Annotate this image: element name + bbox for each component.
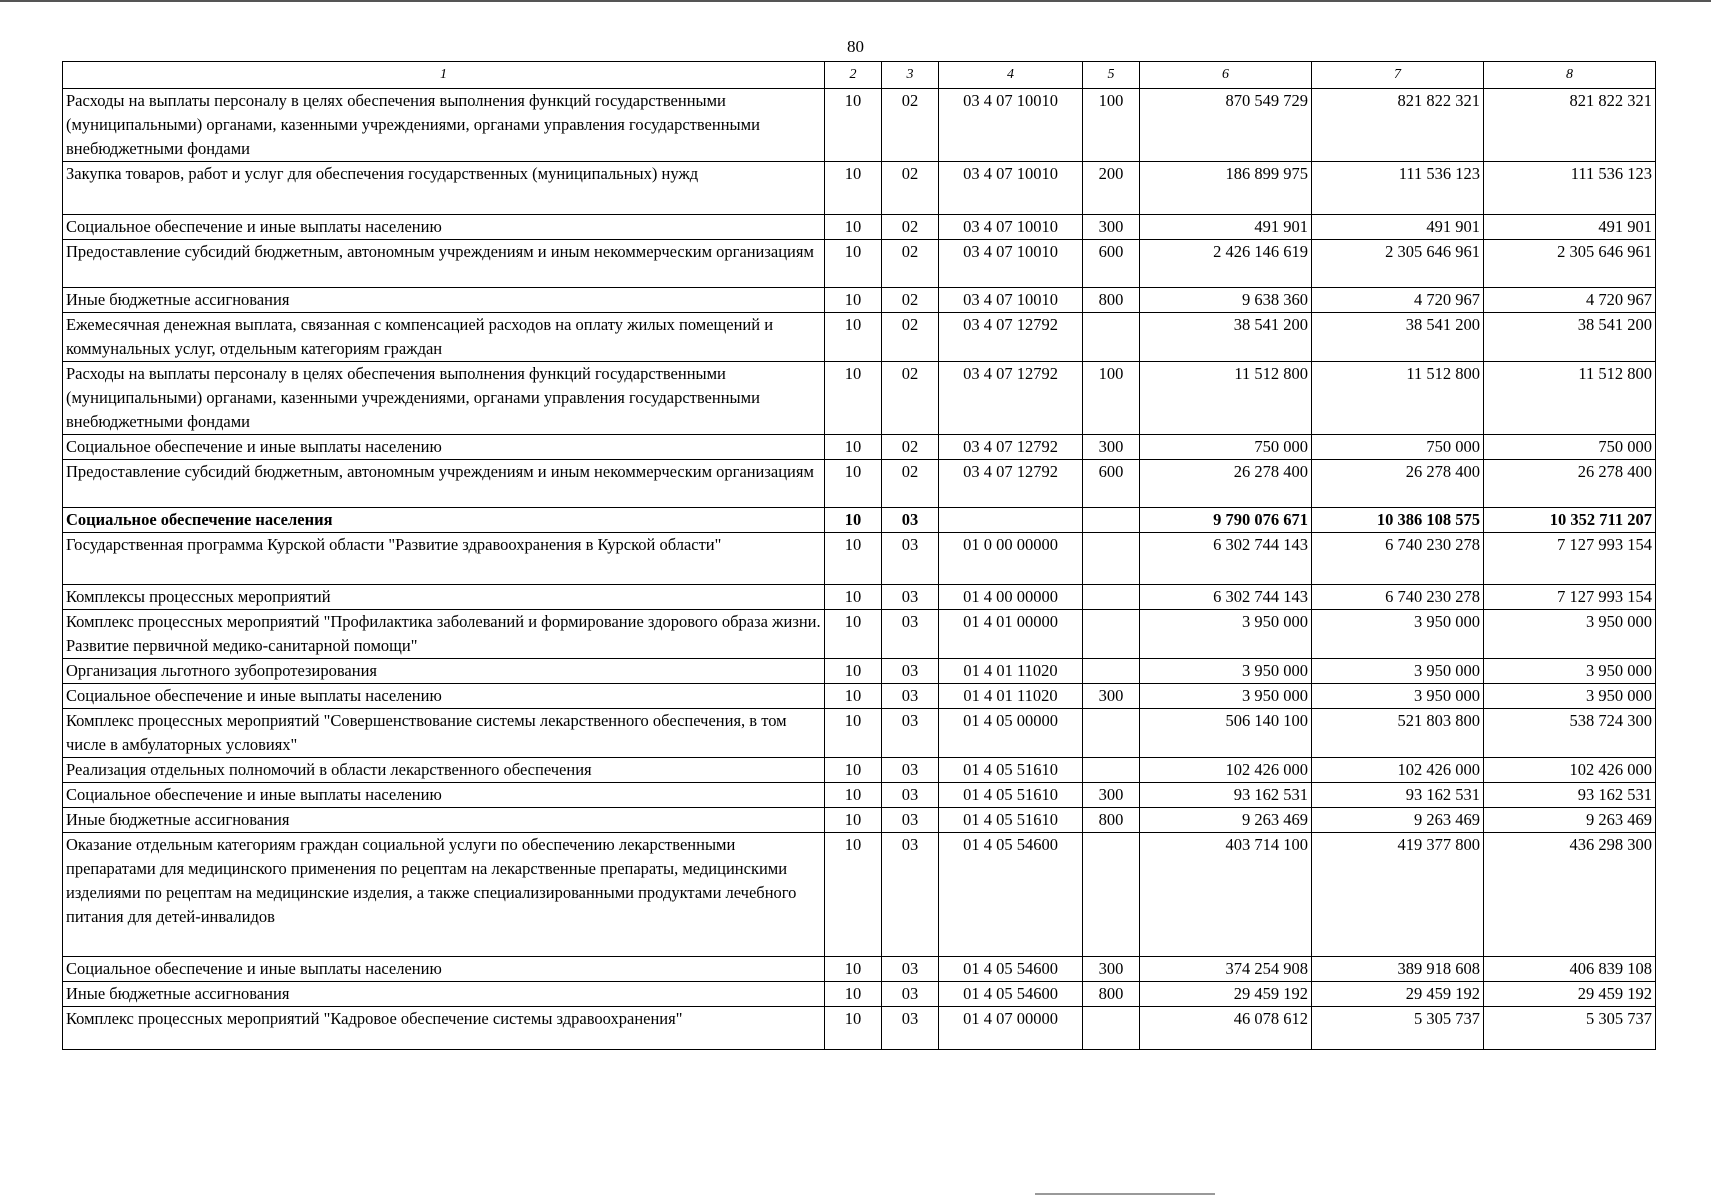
page-number: 80 [847,37,864,56]
amount-year-1: 3 950 000 [1140,659,1312,684]
target-article-code: 03 4 07 10010 [939,162,1083,215]
expense-type-code [1083,659,1140,684]
target-article-code: 01 4 01 00000 [939,610,1083,659]
row-name: Комплекс процессных мероприятий "Совершенствование системы лекарственного обеспечения, в том числе в амбулаторных условиях" [63,709,825,758]
row-name: Иные бюджетные ассигнования [63,288,825,313]
table-row [63,240,1656,288]
amount-year-1: 9 790 076 671 [1140,508,1312,533]
expense-type-code [1083,508,1140,533]
razdel-code: 10 [825,162,882,215]
row-name: Социальное обеспечение населения [63,508,825,533]
table-row [63,808,1656,833]
column-number: 8 [1484,62,1656,89]
amount-year-2: 3 950 000 [1312,684,1484,709]
amount-year-1: 6 302 744 143 [1140,585,1312,610]
amount-year-1: 506 140 100 [1140,709,1312,758]
podrazdel-code: 03 [882,709,939,758]
expense-type-code: 600 [1083,240,1140,288]
razdel-code: 10 [825,957,882,982]
column-number: 4 [939,62,1083,89]
podrazdel-code: 03 [882,833,939,957]
column-number: 7 [1312,62,1484,89]
amount-year-3: 7 127 993 154 [1484,533,1656,585]
row-name: Расходы на выплаты персоналу в целях обеспечения выполнения функций государственными (муниципальными) органами, казенными учреждениями, органами управления государственными внебюджетными фондами [63,89,825,162]
row-name: Социальное обеспечение и иные выплаты населению [63,684,825,709]
row-name: Социальное обеспечение и иные выплаты населению [63,957,825,982]
amount-year-3: 3 950 000 [1484,610,1656,659]
table-row [63,585,1656,610]
podrazdel-code: 03 [882,957,939,982]
expense-type-code: 100 [1083,89,1140,162]
razdel-code: 10 [825,783,882,808]
expense-type-code: 800 [1083,982,1140,1007]
expense-type-code [1083,610,1140,659]
podrazdel-code: 03 [882,783,939,808]
amount-year-3: 102 426 000 [1484,758,1656,783]
podrazdel-code: 03 [882,610,939,659]
column-number: 6 [1140,62,1312,89]
razdel-code: 10 [825,684,882,709]
podrazdel-code: 03 [882,758,939,783]
expense-type-code: 300 [1083,215,1140,240]
amount-year-1: 186 899 975 [1140,162,1312,215]
razdel-code: 10 [825,982,882,1007]
expense-type-code [1083,585,1140,610]
target-article-code: 01 4 05 54600 [939,982,1083,1007]
podrazdel-code: 03 [882,533,939,585]
amount-year-3: 436 298 300 [1484,833,1656,957]
table-row [63,659,1656,684]
amount-year-3: 93 162 531 [1484,783,1656,808]
target-article-code: 03 4 07 10010 [939,215,1083,240]
expense-type-code: 600 [1083,460,1140,508]
razdel-code: 10 [825,288,882,313]
amount-year-1: 102 426 000 [1140,758,1312,783]
amount-year-2: 2 305 646 961 [1312,240,1484,288]
razdel-code: 10 [825,533,882,585]
expense-type-code: 100 [1083,362,1140,435]
table-row [63,460,1656,508]
razdel-code: 10 [825,362,882,435]
amount-year-2: 5 305 737 [1312,1007,1484,1050]
table-row [63,89,1656,162]
scan-bottom-mark [1035,1193,1215,1195]
razdel-code: 10 [825,313,882,362]
podrazdel-code: 03 [882,585,939,610]
amount-year-1: 9 263 469 [1140,808,1312,833]
table-row [63,313,1656,362]
amount-year-3: 11 512 800 [1484,362,1656,435]
amount-year-1: 46 078 612 [1140,1007,1312,1050]
table-row [63,362,1656,435]
amount-year-1: 38 541 200 [1140,313,1312,362]
row-name: Иные бюджетные ассигнования [63,982,825,1007]
podrazdel-code: 02 [882,89,939,162]
amount-year-2: 10 386 108 575 [1312,508,1484,533]
row-name: Оказание отдельным категориям граждан социальной услуги по обеспечению лекарственными препаратами для медицинского применения по рецептам на лекарственные препараты, медицинскими изделиями по рецептам на медицинские изделия, а также специализированными продуктами лечебного питания для детей-инвалидов [63,833,825,957]
razdel-code: 10 [825,585,882,610]
amount-year-1: 11 512 800 [1140,362,1312,435]
expense-type-code [1083,758,1140,783]
table-row [63,1007,1656,1050]
amount-year-2: 750 000 [1312,435,1484,460]
amount-year-1: 2 426 146 619 [1140,240,1312,288]
target-article-code: 01 4 01 11020 [939,659,1083,684]
target-article-code: 01 4 05 00000 [939,709,1083,758]
amount-year-1: 26 278 400 [1140,460,1312,508]
column-number: 3 [882,62,939,89]
razdel-code: 10 [825,610,882,659]
row-name: Закупка товаров, работ и услуг для обеспечения государственных (муниципальных) нужд [63,162,825,215]
amount-year-2: 29 459 192 [1312,982,1484,1007]
row-name: Социальное обеспечение и иные выплаты населению [63,215,825,240]
amount-year-2: 111 536 123 [1312,162,1484,215]
amount-year-3: 7 127 993 154 [1484,585,1656,610]
row-name: Социальное обеспечение и иные выплаты населению [63,435,825,460]
amount-year-1: 3 950 000 [1140,610,1312,659]
table-body [63,89,1656,1050]
amount-year-3: 5 305 737 [1484,1007,1656,1050]
razdel-code: 10 [825,758,882,783]
table-row [63,435,1656,460]
podrazdel-code: 03 [882,659,939,684]
amount-year-3: 491 901 [1484,215,1656,240]
razdel-code: 10 [825,215,882,240]
table-row [63,758,1656,783]
podrazdel-code: 03 [882,508,939,533]
amount-year-3: 10 352 711 207 [1484,508,1656,533]
expense-type-code [1083,833,1140,957]
row-name: Комплексы процессных мероприятий [63,585,825,610]
row-name: Иные бюджетные ассигнования [63,808,825,833]
amount-year-3: 406 839 108 [1484,957,1656,982]
table-row [63,215,1656,240]
amount-year-1: 870 549 729 [1140,89,1312,162]
razdel-code: 10 [825,709,882,758]
podrazdel-code: 02 [882,362,939,435]
amount-year-3: 4 720 967 [1484,288,1656,313]
amount-year-3: 38 541 200 [1484,313,1656,362]
budget-table [62,61,1656,1050]
amount-year-2: 389 918 608 [1312,957,1484,982]
expense-type-code [1083,1007,1140,1050]
amount-year-1: 6 302 744 143 [1140,533,1312,585]
amount-year-3: 3 950 000 [1484,659,1656,684]
target-article-code: 01 4 07 00000 [939,1007,1083,1050]
scan-top-edge [0,0,1711,2]
expense-type-code [1083,533,1140,585]
razdel-code: 10 [825,1007,882,1050]
razdel-code: 10 [825,89,882,162]
amount-year-2: 93 162 531 [1312,783,1484,808]
amount-year-2: 9 263 469 [1312,808,1484,833]
row-name: Ежемесячная денежная выплата, связанная с компенсацией расходов на оплату жилых помещений и коммунальных услуг, отдельным категориям граждан [63,313,825,362]
amount-year-1: 491 901 [1140,215,1312,240]
target-article-code: 01 0 00 00000 [939,533,1083,585]
table-row [63,508,1656,533]
expense-type-code [1083,709,1140,758]
row-name: Организация льготного зубопротезирования [63,659,825,684]
amount-year-2: 102 426 000 [1312,758,1484,783]
amount-year-3: 2 305 646 961 [1484,240,1656,288]
amount-year-2: 491 901 [1312,215,1484,240]
expense-type-code [1083,313,1140,362]
podrazdel-code: 03 [882,684,939,709]
amount-year-3: 111 536 123 [1484,162,1656,215]
table-row [63,162,1656,215]
amount-year-2: 419 377 800 [1312,833,1484,957]
table-row [63,957,1656,982]
razdel-code: 10 [825,808,882,833]
amount-year-3: 26 278 400 [1484,460,1656,508]
target-article-code: 03 4 07 10010 [939,89,1083,162]
amount-year-1: 750 000 [1140,435,1312,460]
table-row [63,833,1656,957]
expense-type-code: 300 [1083,435,1140,460]
row-name: Реализация отдельных полномочий в области лекарственного обеспечения [63,758,825,783]
target-article-code: 03 4 07 12792 [939,460,1083,508]
table-row [63,610,1656,659]
amount-year-2: 6 740 230 278 [1312,533,1484,585]
amount-year-2: 4 720 967 [1312,288,1484,313]
amount-year-2: 821 822 321 [1312,89,1484,162]
amount-year-2: 3 950 000 [1312,659,1484,684]
podrazdel-code: 02 [882,288,939,313]
razdel-code: 10 [825,833,882,957]
amount-year-2: 521 803 800 [1312,709,1484,758]
table-row [63,684,1656,709]
row-name: Комплекс процессных мероприятий "Профилактика заболеваний и формирование здорового образа жизни. Развитие первичной медико-санитарной помощи" [63,610,825,659]
target-article-code: 01 4 05 54600 [939,833,1083,957]
razdel-code: 10 [825,460,882,508]
expense-type-code: 800 [1083,288,1140,313]
amount-year-3: 538 724 300 [1484,709,1656,758]
amount-year-2: 38 541 200 [1312,313,1484,362]
target-article-code: 01 4 01 11020 [939,684,1083,709]
amount-year-1: 93 162 531 [1140,783,1312,808]
razdel-code: 10 [825,240,882,288]
table-row [63,288,1656,313]
amount-year-3: 9 263 469 [1484,808,1656,833]
amount-year-1: 3 950 000 [1140,684,1312,709]
podrazdel-code: 02 [882,435,939,460]
podrazdel-code: 02 [882,240,939,288]
target-article-code: 03 4 07 10010 [939,288,1083,313]
row-name: Комплекс процессных мероприятий "Кадровое обеспечение системы здравоохранения" [63,1007,825,1050]
target-article-code: 03 4 07 10010 [939,240,1083,288]
column-number-row [63,62,1656,89]
amount-year-2: 11 512 800 [1312,362,1484,435]
target-article-code [939,508,1083,533]
row-name: Предоставление субсидий бюджетным, автономным учреждениям и иным некоммерческим организациям [63,460,825,508]
target-article-code: 01 4 05 51610 [939,783,1083,808]
podrazdel-code: 03 [882,1007,939,1050]
amount-year-1: 9 638 360 [1140,288,1312,313]
column-number: 1 [63,62,825,89]
razdel-code: 10 [825,659,882,684]
expense-type-code: 200 [1083,162,1140,215]
column-number: 2 [825,62,882,89]
podrazdel-code: 02 [882,215,939,240]
amount-year-2: 6 740 230 278 [1312,585,1484,610]
table-row [63,709,1656,758]
amount-year-1: 29 459 192 [1140,982,1312,1007]
target-article-code: 01 4 00 00000 [939,585,1083,610]
target-article-code: 01 4 05 51610 [939,808,1083,833]
target-article-code: 01 4 05 51610 [939,758,1083,783]
expense-type-code: 800 [1083,808,1140,833]
expense-type-code: 300 [1083,783,1140,808]
amount-year-3: 821 822 321 [1484,89,1656,162]
amount-year-3: 3 950 000 [1484,684,1656,709]
target-article-code: 03 4 07 12792 [939,313,1083,362]
amount-year-3: 750 000 [1484,435,1656,460]
row-name: Предоставление субсидий бюджетным, автономным учреждениям и иным некоммерческим организациям [63,240,825,288]
podrazdel-code: 02 [882,313,939,362]
target-article-code: 03 4 07 12792 [939,435,1083,460]
table-row [63,533,1656,585]
razdel-code: 10 [825,435,882,460]
expense-type-code: 300 [1083,684,1140,709]
amount-year-1: 403 714 100 [1140,833,1312,957]
amount-year-3: 29 459 192 [1484,982,1656,1007]
row-name: Расходы на выплаты персоналу в целях обеспечения выполнения функций государственными (муниципальными) органами, казенными учреждениями, органами управления государственными внебюджетными фондами [63,362,825,435]
column-number: 5 [1083,62,1140,89]
target-article-code: 03 4 07 12792 [939,362,1083,435]
table-row [63,982,1656,1007]
row-name: Социальное обеспечение и иные выплаты населению [63,783,825,808]
expense-type-code: 300 [1083,957,1140,982]
podrazdel-code: 03 [882,982,939,1007]
podrazdel-code: 02 [882,162,939,215]
table-row [63,783,1656,808]
amount-year-2: 26 278 400 [1312,460,1484,508]
row-name: Государственная программа Курской области "Развитие здравоохранения в Курской области" [63,533,825,585]
target-article-code: 01 4 05 54600 [939,957,1083,982]
amount-year-2: 3 950 000 [1312,610,1484,659]
amount-year-1: 374 254 908 [1140,957,1312,982]
podrazdel-code: 02 [882,460,939,508]
razdel-code: 10 [825,508,882,533]
podrazdel-code: 03 [882,808,939,833]
